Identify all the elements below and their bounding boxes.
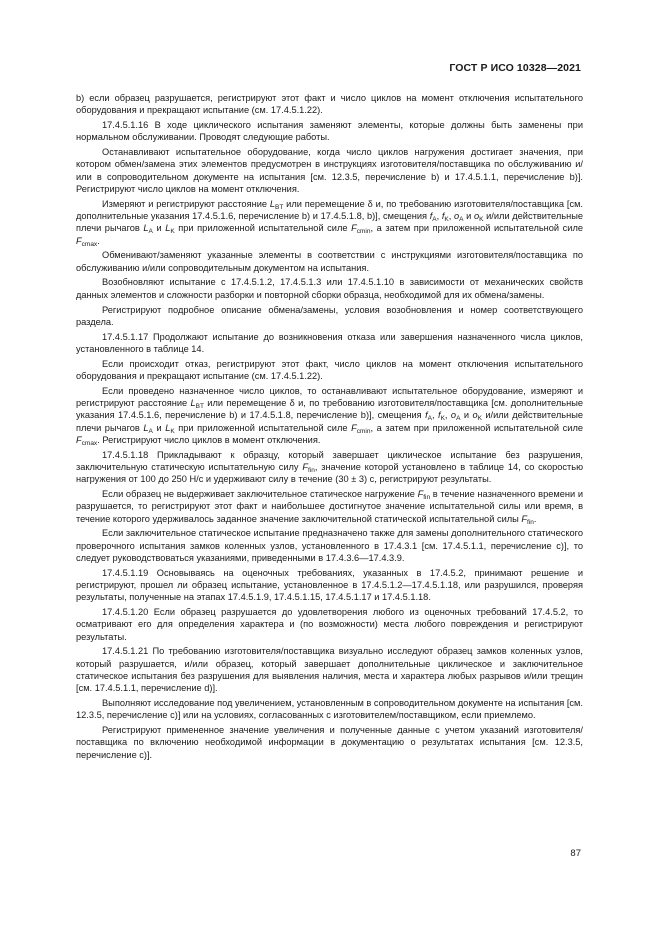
paragraph-10: Если проведено назначенное число циклов, то останавливают испытательное оборудование, измеряют и регистрируют расстояние $L_{BT}$ или перемещение δ и, по требованию изготовителя/поставщика [см. дополнительные указания 17.4.5.1.6, перечисление b) и 17.4.5.1.8, перечисление b)], смещения $f_A$, $f_K$, $o_A$ и $o_K$ и/или действительные плечи рычагов $L_A$ и $L_K$ при приложенной испытательной силе $F_{cmin}$, а затем при приложенной испытательной силе $F_{cmax}$. Регистрируют число циклов в момент отключения. xyxy=(76,385,584,447)
paragraph-17: Выполняют исследование под увеличением, установленным в сопроводительном документе на испытания [см. 12.3.5, перечисление c)] или на условиях, согласованных с изготовителем/поставщиком, если приемлемо. xyxy=(76,698,583,721)
paragraph-8: 17.4.5.1.17 Продолжают испытание до возникновения отказа или завершения назначенного числа циклов, установленного в таблице 14. xyxy=(76,331,583,354)
paragraph-16: 17.4.5.1.21 По требованию изготовителя/поставщика визуально исследуют образец замков коленных узлов, который разрушается, и/или образец, который завершает дополнительные циклическое и заключительное статическое испытания без разрушения для выявления наличия, места и характера любых разрывов и/или трещин [см. 17.4.5.1.1, перечисление d)]. xyxy=(76,646,583,694)
paragraph-2: 17.4.5.1.16 В ходе циклического испытания заменяют элементы, которые должны быть заменены при нормальном обслуживании. Проводят следующие работы. xyxy=(76,120,583,143)
paragraph-14: 17.4.5.1.19 Основываясь на оценочных требованиях, указанных в 17.4.5.2, принимают решение и регистрируют, прошел ли образец испытание, установленное в 17.4.5.1.2—17.4.5.1.18, или разрушился, проверяя результаты, полученные на этапах 17.4.5.1.9, 17.4.5.1.15, 17.4.5.1.17 и 17.4.5.1.18. xyxy=(76,567,583,603)
paragraph-5: Обменивают/заменяют указанные элементы в соответствии с инструкциями изготовителя/поставщика по обслуживанию и/или сопроводительным документом на испытания. xyxy=(76,250,583,273)
paragraph-9: Если происходит отказ, регистрируют этот факт, число циклов на момент отключения испытательного оборудования и прекращают испытание (см. 17.4.5.1.22). xyxy=(76,358,583,381)
paragraph-4: Измеряют и регистрируют расстояние $L_{BT}$ или перемещение δ и, по требованию изготовителя/поставщика [см. дополнительные указания 17.4.5.1.6, перечисление b) и 17.4.5.1.8, b)], смещения $f_A$, $f_K$, $o_A$ и $o_K$ и/или действительные плечи рычагов $L_A$ и $L_K$ при приложенной испытательной силе $F_{cmin}$, а затем при приложенной испытательной силе $F_{cmax}$. xyxy=(76,198,584,248)
paragraph-6: Возобновляют испытание с 17.4.5.1.2, 17.4.5.1.3 или 17.4.5.1.10 в зависимости от механических свойств данных элементов и сложности разборки и повторной сборки образца, необходимой для их обмена/замены. xyxy=(76,277,583,300)
paragraph-15: 17.4.5.1.20 Если образец разрушается до удовлетворения любого из оценочных требований 17.4.5.2, то осматривают его для определения характера и (по возможности) места любого повреждения и регистрируют результаты. xyxy=(76,607,583,642)
paragraph-3: Останавливают испытательное оборудование, когда число циклов нагружения достигает значения, при котором обмен/замена этих элементов предусмотрен в инструкциях изготовителя/поставщика по обслуживанию и/или в сопроводительном документе на испытания [см. 12.3.5, перечисление b) и 17.4.5.1.1, перечисление b)]. Регистрируют число циклов на момент отключения. xyxy=(76,147,583,194)
paragraph-7: Регистрируют подробное описание обмена/замены, условия возобновления и номер соответствующего раздела. xyxy=(76,304,583,327)
paragraph-12: Если образец не выдерживает заключительное статическое нагружение $F_{fin}$ в течение назначенного времени и разрушается, то регистрируют этот факт и наибольшее достигнутое значение испытательной силы или время, в течение которого удерживалось заданное значение заключительной статической испытательной силы $F_{fin}$. xyxy=(76,489,583,526)
paragraph-13: Если заключительное статическое испытание предназначено также для замены дополнительного статического проверочного испытания замков коленных узлов, установленного в 17.4.3.1 [см. 17.4.5.1.1, перечисление c)], то следует руководствоваться указаниями, приведенными в 17.4.3.6—17.4.3.9. xyxy=(76,528,583,563)
body-text xyxy=(76,92,583,763)
paragraph-18: Регистрируют примененное значение увеличения и полученные данные с учетом указаний изготовителя/поставщика по включению необходимой информации в документацию о результатах испытания [см. 12.3.5, перечисление c)]. xyxy=(76,725,583,760)
standard-header: ГОСТ Р ИСО 10328—2021 xyxy=(449,62,581,74)
page-number: 87 xyxy=(570,848,581,859)
paragraph-11: 17.4.5.1.18 Прикладывают к образцу, который завершает циклическое испытание без разрушения, заключительную статическую испытательную силу $F_{fin}$, значение которой установлено в таблице 14, со скоростью нагружения от 100 до 250 Н/с и удерживают силу в течение (30 ± 3) с, регистрируют результаты. xyxy=(76,449,584,485)
paragraph-1: b) если образец разрушается, регистрируют этот факт и число циклов на момент отключения испытательного оборудования и прекращают испытание (см. 17.4.5.1.22). xyxy=(76,93,583,116)
